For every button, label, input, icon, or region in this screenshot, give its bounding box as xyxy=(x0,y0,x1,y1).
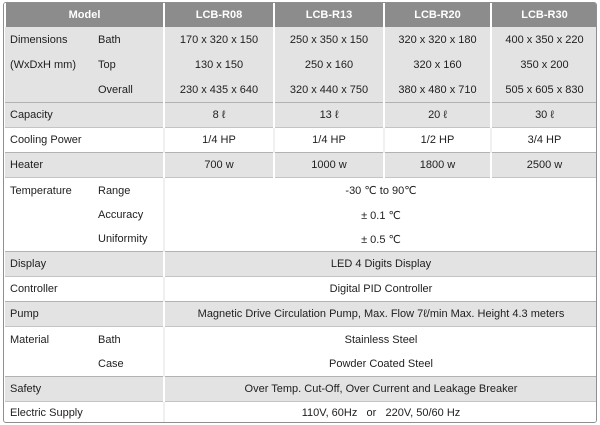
capacity-r08: 8 ℓ xyxy=(164,103,274,128)
cooling-power-r30: 3/4 HP xyxy=(491,128,597,153)
cooling-power-r20: 1/2 HP xyxy=(384,128,491,153)
model-header: Model xyxy=(5,3,164,27)
model-header-r13: LCB-R13 xyxy=(274,3,384,27)
cooling-power-label: Cooling Power xyxy=(5,128,164,153)
dimensions-overall-label: Overall xyxy=(93,77,164,103)
material-case-label: Case xyxy=(93,352,164,377)
material-case-row xyxy=(5,352,597,377)
temperature-uniformity-label: Uniformity xyxy=(93,227,164,252)
temperature-range-row xyxy=(5,178,597,204)
dimensions-bath-label: Bath xyxy=(93,27,164,52)
temperature-uniformity-row xyxy=(5,227,597,252)
electric-supply-label: Electric Supply xyxy=(5,402,164,424)
pump-label: Pump xyxy=(5,302,164,327)
electric-supply-row xyxy=(5,402,597,424)
spec-sheet xyxy=(3,2,597,423)
safety-label: Safety xyxy=(5,377,164,402)
dimensions-bath-r08: 170 x 320 x 150 xyxy=(164,27,274,52)
dimensions-top-label: Top xyxy=(93,52,164,77)
temperature-range-label: Range xyxy=(93,178,164,204)
capacity-label: Capacity xyxy=(5,103,164,128)
temperature-label: Temperature xyxy=(5,178,93,204)
dimensions-top-r20: 320 x 160 xyxy=(384,52,491,77)
pump-row xyxy=(5,302,597,327)
heater-r20: 1800 w xyxy=(384,153,491,178)
dimensions-overall-r13: 320 x 440 x 750 xyxy=(274,77,384,103)
cooling-power-row xyxy=(5,128,597,153)
temperature-uniformity-value: ± 0.5 ℃ xyxy=(164,227,597,252)
temperature-accuracy-label: Accuracy xyxy=(93,203,164,227)
model-header-r30: LCB-R30 xyxy=(491,3,597,27)
dimensions-bath-r13: 250 x 350 x 150 xyxy=(274,27,384,52)
heater-r30: 2500 w xyxy=(491,153,597,178)
material-bath-value: Stainless Steel xyxy=(164,327,597,353)
pump-value: Magnetic Drive Circulation Pump, Max. Flow 7ℓ/min Max. Height 4.3 meters xyxy=(164,302,597,327)
cooling-power-r08: 1/4 HP xyxy=(164,128,274,153)
heater-label: Heater xyxy=(5,153,164,178)
heater-r08: 700 w xyxy=(164,153,274,178)
dimensions-label: Dimensions xyxy=(5,27,93,52)
safety-row xyxy=(5,377,597,402)
model-header-r08: LCB-R08 xyxy=(164,3,274,27)
heater-row xyxy=(5,153,597,178)
display-row xyxy=(5,252,597,277)
safety-value: Over Temp. Cut-Off, Over Current and Leakage Breaker xyxy=(164,377,597,402)
controller-label: Controller xyxy=(5,277,164,302)
dimensions-top-r30: 350 x 200 xyxy=(491,52,597,77)
model-header-r20: LCB-R20 xyxy=(384,3,491,27)
capacity-row xyxy=(5,103,597,128)
temperature-accuracy-value: ± 0.1 ℃ xyxy=(164,203,597,227)
header-row xyxy=(5,3,597,27)
cooling-power-r13: 1/4 HP xyxy=(274,128,384,153)
dimensions-overall-row xyxy=(5,77,597,103)
dimensions-bath-row xyxy=(5,27,597,52)
dimensions-unit-label: (WxDxH mm) xyxy=(5,52,93,77)
material-label: Material xyxy=(5,327,93,353)
dimensions-bath-r30: 400 x 350 x 220 xyxy=(491,27,597,52)
capacity-r13: 13 ℓ xyxy=(274,103,384,128)
temperature-range-value: -30 ℃ to 90℃ xyxy=(164,178,597,204)
temperature-accuracy-row xyxy=(5,203,597,227)
controller-row xyxy=(5,277,597,302)
capacity-r30: 30 ℓ xyxy=(491,103,597,128)
dimensions-bath-r20: 320 x 320 x 180 xyxy=(384,27,491,52)
controller-value: Digital PID Controller xyxy=(164,277,597,302)
heater-r13: 1000 w xyxy=(274,153,384,178)
dimensions-top-r08: 130 x 150 xyxy=(164,52,274,77)
material-bath-label: Bath xyxy=(93,327,164,353)
capacity-r20: 20 ℓ xyxy=(384,103,491,128)
dimensions-top-r13: 250 x 160 xyxy=(274,52,384,77)
material-case-value: Powder Coated Steel xyxy=(164,352,597,377)
material-bath-row xyxy=(5,327,597,353)
dimensions-overall-r20: 380 x 480 x 710 xyxy=(384,77,491,103)
spec-table xyxy=(4,3,597,423)
display-value: LED 4 Digits Display xyxy=(164,252,597,277)
dimensions-overall-r30: 505 x 605 x 830 xyxy=(491,77,597,103)
electric-supply-value: 110V, 60Hz or 220V, 50/60 Hz xyxy=(164,402,597,424)
dimensions-top-row xyxy=(5,52,597,77)
dimensions-overall-r08: 230 x 435 x 640 xyxy=(164,77,274,103)
display-label: Display xyxy=(5,252,164,277)
